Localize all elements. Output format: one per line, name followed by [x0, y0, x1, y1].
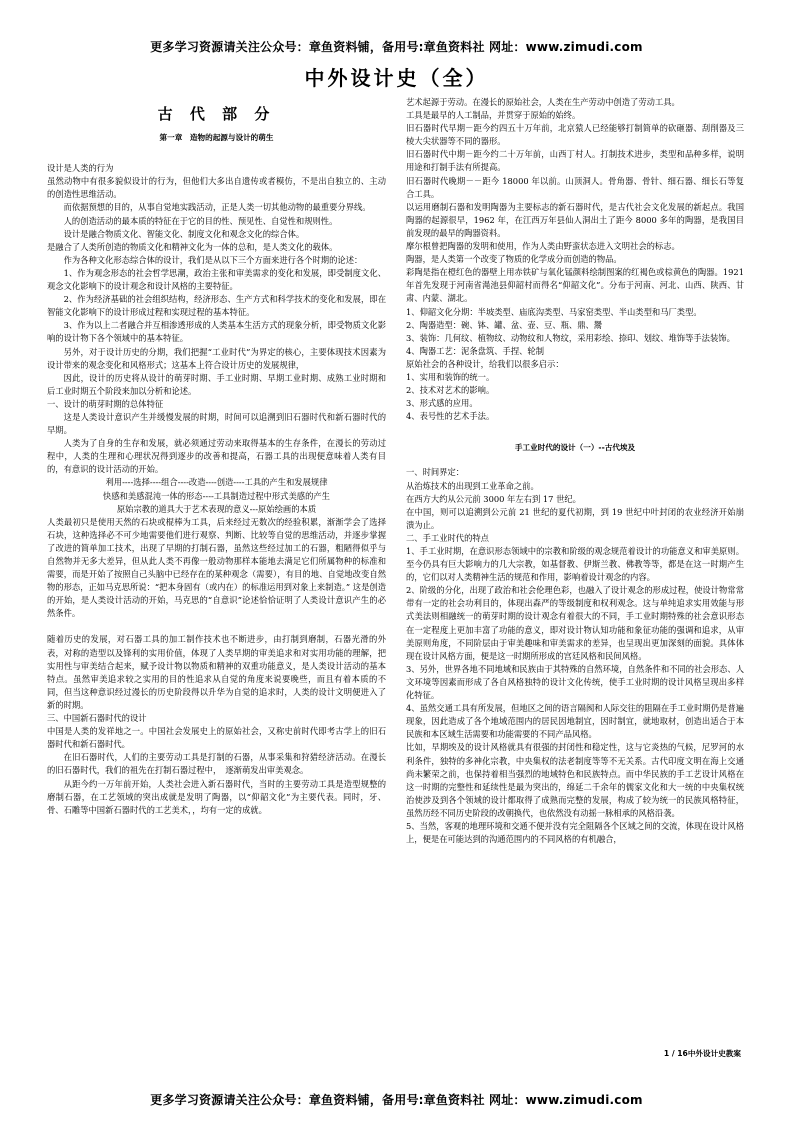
paragraph: 另外，对于设计历史的分期，我们把握“工业时代”为界定的核心，主要体现技术因素为设计带来的观念变化和风格形式；这基本上符合设计历史的发展规律， [47, 346, 386, 370]
paragraph: 从距今约一万年前开始，人类社会进入新石器时代，当时的主要劳动工具是造型规整的磨制石器，在工艺领域的突出成就是发明了陶器，以“仰韶文化”为主要代表。同时，牙、骨、石雕等中国新石器时代的工艺美术，，均有一定的成就。 [47, 778, 386, 815]
paragraph: 旧石器时代早期－距今约四五十万年前，北京猿人已经能够打制简单的砍砸器、刮削器及三棱大尖状器等不同的器形。 [406, 123, 744, 147]
paragraph: 1、手工业时期，在意识形态领域中的宗教和阶级的观念规范着设计的功能意义和审美原则。至今仍具有巨大影响力的几大宗教，如基督教、伊斯兰教、佛教等等，都是在这一时期产生的，它们以对人类精神生活的规范和作用，影响着设计观念的内容。 [406, 546, 744, 583]
paragraph: 在西方大约从公元前 3000 年左右到 17 世纪。 [406, 493, 581, 504]
chapter-title: 第一章 造物的起源与设计的萌生 [159, 133, 274, 143]
paragraph: 设计是人类的行为 [47, 163, 114, 174]
right-column [406, 96, 744, 1040]
paragraph: 4、表号性的艺术手法。 [406, 411, 495, 422]
paragraph: 1、实用和装饰的统一。 [406, 371, 495, 382]
paragraph: 原始宗教的道具大于艺术表现的意义---原始绘画的本质 [116, 503, 317, 514]
paragraph: 1、仰韶文化分期：半坡类型、庙底沟类型、马家窑类型、半山类型和马厂类型。 [406, 306, 702, 317]
paragraph: 3、另外，世界各地不同地域和民族由于其特殊的自然环境，自然条件和不同的社会形态、人文环境等因素而形成了各自风格独特的设计文化传统，使手工业时期的设计风格呈现出多样化特征。 [406, 663, 744, 701]
heading: 二、手工业时代的特点 [406, 532, 489, 543]
paragraph: 原始社会的各种设计，给我们以很多启示： [406, 358, 564, 369]
paragraph: 摩尔根曾把陶器的发明和使用，作为人类由野蛮状态进入文明社会的标志。 [406, 241, 680, 252]
paragraph: 2、阶级的分化，出现了政治和社会伦理色彩，也融入了设计观念的形成过程，使设计物常常带有一定的社会功利目的，体现出森严的等级制度和权利观念。这与单纯追求实用效能与形式美法则相融统一的萌芽时期的设计观念有着很大的不同，手工业时期特殊的社会意识形态在一定程度上更加丰富了功能的意义，即对设计物认知功能和象征功能的强调和追求，从审美原则角度，不同阶层由于审美趣味和审美需求的差异，也呈现出更加深刻的面貌。具体体现在设计风格方面，便是这一时期所形成的宫廷风格和民间风格。 [406, 585, 744, 661]
paragraph: 3、形式感的应用。 [406, 398, 478, 409]
heading: 一、设计的萌芽时期的总体特征 [47, 398, 164, 409]
paragraph: 4、虽然交通工具有所发展，但地区之间的语言隔阂和人际交往的阻隔在手工业时期仍是普遍现象，因此造成了各个地域范围内的居民因地制宜，因时制宜，就地取材，创造出适合于本民族和本区域生活需要和功能需要的不同产品风格。 [406, 703, 744, 740]
paragraph: 因此，设计的历史将从设计的萌芽时期、手工业时期、早期工业时期、成熟工业时期和后工业时期五个阶段来加以分析和论述。 [47, 372, 386, 396]
paragraph: 彩陶是指在橙红色的器壁上用赤铁矿与氧化锰颜料绘制图案的红褐色或棕黄色的陶器。1921 年首先发现于河南省渑池县仰韶村而得名“仰韶文化”。分布于河南、河北、山西、陕西、甘肃、内蒙、湖北。 [406, 267, 744, 304]
paragraph: 1、作为观念形态的社会哲学思潮，政治主张和审美需求的变化和发展，即受制度文化、观念文化影响下的设计观念和设计风格的主要特征。 [47, 267, 386, 292]
paragraph: 人类为了自身的生存和发展，就必须通过劳动来取得基本的生存条件，在漫长的劳动过程中，人类的生理和心理状况得到逐步的改善和提高，石器工具的出现便意味着人类有目的，有意识的设计活动的开始。 [47, 438, 386, 475]
heading: 一、时间界定： [406, 467, 465, 478]
paragraph: 工具是最早的人工制品，并贯穿于原始的始终。 [406, 110, 581, 121]
paragraph: 而依据预想的目的，从事自觉地实践活动，正是人类一切其他动物的最重要分界线。 [63, 202, 371, 213]
paragraph: 人类最初只是使用天然的石块或棍棒为工具，后来经过无数次的经验积累，渐渐学会了选择石块，这种选择必不可少地需要他们进行观察、判断、比较等自觉的思维活动，并逐步掌握了改进的简单加工技术，出现了早期的打制石器，虽然这些经过加工的石器，粗陋得似乎与自然物并无多大差异，但从此人类不再像一般动物那样本能地去满足它们所属物种的标准和需要，而是开始了按照自己头脑中已经存在的某种观念（需要），有目的地、自觉地改变自然物的形态，正如马克思所说：“把本身固有（或内在）的标准运用到对象上来制造。” 这是创造的开始，是人类设计活动的开始，马克思的“自意识”论述恰恰证明了人类设计意识产生的必然条件。 [47, 516, 386, 619]
paragraph: 是融合了人类所创造的物质文化和精神文化为一体的总和，是人类文化的载体。 [47, 241, 338, 252]
paragraph: 4、陶器工艺：泥条盘筑、手捏、轮制 [406, 345, 545, 356]
paragraph: 中国是人类的发祥地之一。中国社会发展史上的原始社会，又称史前时代即考古学上的旧石器时代和新石器时代。 [47, 726, 386, 750]
section-title: 古 代 部 分 [157, 105, 276, 123]
paragraph: 利用----选择----组合----改造----创造----工具的产生和发展规律 [105, 477, 328, 488]
top-banner: 更多学习资源请关注公众号：章鱼资料铺，备用号:章鱼资料社 网址：www.zimudi.com [150, 40, 643, 54]
left-column [47, 104, 386, 1040]
paragraph: 虽然动物中有很多貌似设计的行为，但他们大多出自遗传或者模仿，不是出自独立的、主动的创造性思维活动。 [47, 176, 386, 200]
subsection-title: 手工业时代的设计（一）--古代埃及 [514, 443, 636, 453]
paragraph: 陶器，是人类第一个改变了物质的化学成分而创造的物品。 [406, 254, 622, 265]
paragraph: 艺术起源于劳动。在漫长的原始社会，人类在生产劳动中创造了劳动工具。 [406, 97, 680, 107]
paragraph: 旧石器时代中期－距今约二十万年前，山西丁村人。打制技术进步，类型和品种多样，说明用途和打制手法有所提高。 [406, 149, 744, 173]
paragraph: 2、技术对艺术的影响。 [406, 385, 495, 396]
paragraph: 在中国，则可以追溯到公元前 21 世纪的夏代初期，到 19 世纪中叶封闭的农业经济开始崩溃为止。 [406, 506, 744, 530]
heading: 三、中国新石器时代的设计 [47, 713, 147, 724]
paragraph: 快感和美感混沌一体的形态----工具制造过程中形式美感的产生 [103, 490, 330, 501]
paragraph: 3、作为以上二者融合并互相渗透形成的人类基本生活方式的现象分析，即受物质文化影响的设计物下各个领域中的基本特征。 [47, 320, 386, 344]
paragraph: 作为各种文化形态综合体的设计，我们是从以下三个方面来进行各个时期的论述： [63, 254, 363, 265]
paragraph: 随着历史的发展，对石器工具的加工制作技术也不断进步，由打制到磨制，石器光滑的外表，对称的造型以及锋利的实用价值，体现了人类早期的审美追求和对实用功能的理解，把实用性与审美结合起来，赋予设计物以物质和精神的双重功能意义，是人类设计活动的基本特点。虽然审美追求较之实用的目的性追求从自觉的角度来说要晚些，而且有着本质的不同，但当这种意识经过漫长的历史阶段得以升华为自觉的追求时，人类的设计文明便进入了新的时期。 [47, 634, 386, 710]
paragraph: 3、装饰：几何纹、植物纹、动物纹和人物纹，采用彩绘、捺印、划纹、堆饰等手法装饰。 [406, 332, 735, 343]
paragraph: 这是人类设计意识产生并缓慢发展的时期，时间可以追溯到旧石器时代和新石器时代的早期。 [47, 411, 386, 436]
bottom-banner: 更多学习资源请关注公众号：章鱼资料铺，备用号:章鱼资料社 网址：www.zimudi.com [150, 1093, 643, 1107]
page-footer: 1 / 16中外设计史教案 [663, 1049, 741, 1058]
document-title: 中外设计史（全） [304, 66, 489, 90]
paragraph: 设计是融合物质文化、智能文化、制度文化和观念文化的综合体。 [63, 228, 305, 239]
paragraph: 2、作为经济基础的社会组织结构，经济形态、生产方式和科学技术的变化和发展，即在智能文化影响下的设计形成过程和实现过程的基本特征。 [47, 294, 386, 318]
paragraph: 比如，早期埃及的设计风格就具有很强的封闭性和稳定性，这与它炎热的气候，尼罗河的水利条件，独特的多神化宗教，中央集权的法老制度等等不无关系。古代印度文明在海上交通尚未繁荣之前，也保持着相当强烈的地域特色和民族特点。而中华民族的手工艺设计风格在这一时期的完整性和延续性是最为突出的，绵延二千余年的儒家文化和大一统的中央集权统治使涉及到各个领域的设计都取得了成熟而完整的发展，构成了较为统一的民族风格特征，虽然历经不同历史阶段的改朝换代，也依然没有动摇一脉相承的风格沿袭。 [406, 742, 744, 818]
paragraph: 在旧石器时代，人们的主要劳动工具是打制的石器，从事采集和狩猎经济活动。在漫长的旧石器时代，我们的祖先在打制石器过程中， 逐渐萌发出审美观念。 [47, 752, 386, 776]
paragraph: 旧石器时代晚期－－距今 18000 年以前。山顶洞人。骨角器、骨针、细石器、细长石等复合工具。 [406, 175, 744, 199]
paragraph: 2、陶器造型：碗、钵、罐、盆、壶、豆、瓶、鼎、鬶 [406, 319, 603, 330]
paragraph: 5、当然，客观的地理环境和交通不便并没有完全阻隔各个区域之间的交流，体现在设计风格上，便是在可能达到的沟通范围内的不同风格的有机融合， [406, 820, 744, 845]
paragraph: 以运用磨制石器和发明陶器为主要标志的新石器时代，是古代社会文化发展的新起点。我国陶器的起源很早，1962 年，在江西万年县仙人洞出土了距今 8000 多年的陶器，是我国目前发现的最早的陶器资料。 [406, 201, 744, 238]
paragraph: 从治炼技术的出现到工业革命之前。 [406, 480, 539, 491]
paragraph: 人的创造活动的最本质的特征在于它的目的性、预见性、自觉性和规则性。 [63, 215, 338, 226]
